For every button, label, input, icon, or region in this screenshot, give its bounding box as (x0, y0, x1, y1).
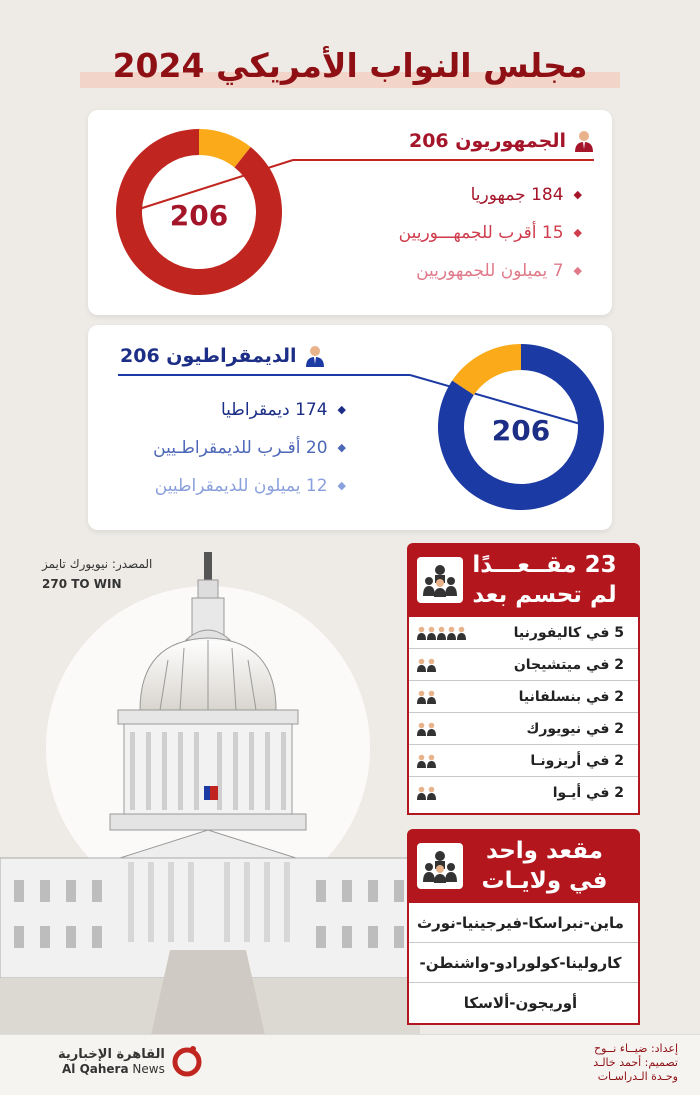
person-icon (417, 626, 426, 640)
republicans-card (88, 110, 612, 315)
republicans-total: 206 (169, 199, 229, 232)
undecided-list (407, 617, 640, 815)
crowd-icon (417, 843, 463, 889)
person-icon (447, 626, 456, 640)
diamond-bullet-icon: ◆ (337, 479, 346, 492)
diamond-bullet-icon: ◆ (337, 403, 346, 416)
table-row: 5 في كاليفورنيا (409, 617, 638, 649)
page-title: مجلس النواب الأمريكي 2024 (112, 46, 588, 85)
table-row: 2 في بنسلفانيا (409, 681, 638, 713)
source-note: المصدر: نيويورك تايمز 270 TO WIN (42, 557, 153, 591)
table-row: 2 في نيويورك (409, 713, 638, 745)
capitol-building-illustration (0, 540, 420, 1040)
table-row: 2 في أيـوا (409, 777, 638, 809)
person-icon (427, 722, 436, 736)
diamond-bullet-icon: ◆ (573, 188, 582, 201)
undecided-header: 23 مقــعـــدًا لم تحسم بعد (407, 543, 640, 617)
list-item: ◆ 7 يميلون للجمهوريين (399, 252, 582, 290)
list-item: ◆ 174 ديمقراطيا (153, 391, 346, 429)
person-icon (437, 626, 446, 640)
people-icons (417, 626, 466, 640)
republican-person-icon (574, 130, 594, 152)
credits: إعداد: ضيــاء نــوح تصميم: أحمد خالـد وحـدة الـدراسـات (593, 1042, 678, 1083)
diamond-bullet-icon: ◆ (573, 264, 582, 277)
democrats-breakdown (153, 391, 346, 505)
person-icon (457, 626, 466, 640)
list-item: ◆ 15 أقرب للجمهـــوريين (399, 214, 582, 252)
people-icons (417, 690, 436, 704)
democrats-heading: الديمقراطيون 206 (120, 345, 325, 367)
table-row: 2 في أريزونـا (409, 745, 638, 777)
person-icon (427, 786, 436, 800)
logo-mark-icon (171, 1044, 203, 1078)
republicans-heading: الجمهوريون 206 (409, 130, 594, 152)
donut-remainder-segment (452, 344, 521, 395)
people-icons (417, 754, 436, 768)
diamond-bullet-icon: ◆ (573, 226, 582, 239)
single-seat-states (407, 903, 640, 1025)
list-item: ◆ 12 يميلون للديمقراطيين (153, 467, 346, 505)
list-item: ◆ 184 جمهوريا (399, 176, 582, 214)
single-seat-header: مقعد واحد في ولايـات (407, 829, 640, 903)
people-icons (417, 722, 436, 736)
people-icons (417, 658, 436, 672)
al-qahera-news-logo: القاهرة الإخبارية Al Qahera News (58, 1044, 203, 1078)
diamond-bullet-icon: ◆ (337, 441, 346, 454)
person-icon (427, 658, 436, 672)
people-icons (417, 786, 436, 800)
person-icon (417, 658, 426, 672)
list-item: ماين-نبراسكا-فيرجينيا-نورث (409, 903, 638, 943)
democrats-card (88, 325, 612, 530)
democrats-total: 206 (491, 414, 551, 447)
table-row: 2 في ميتشيجان (409, 649, 638, 681)
person-icon (427, 690, 436, 704)
person-icon (417, 786, 426, 800)
person-icon (417, 722, 426, 736)
crowd-icon (417, 557, 463, 603)
list-item: كارولينا-كولورادو-واشنطن- (409, 943, 638, 983)
person-icon (427, 626, 436, 640)
democrat-person-icon (305, 345, 325, 367)
person-icon (417, 754, 426, 768)
person-icon (417, 690, 426, 704)
list-item: ◆ 20 أقـرب للديمقراطـيين (153, 429, 346, 467)
list-item: أوريجون-ألاسكا (463, 994, 578, 1012)
republicans-breakdown (399, 176, 582, 290)
person-icon (427, 754, 436, 768)
